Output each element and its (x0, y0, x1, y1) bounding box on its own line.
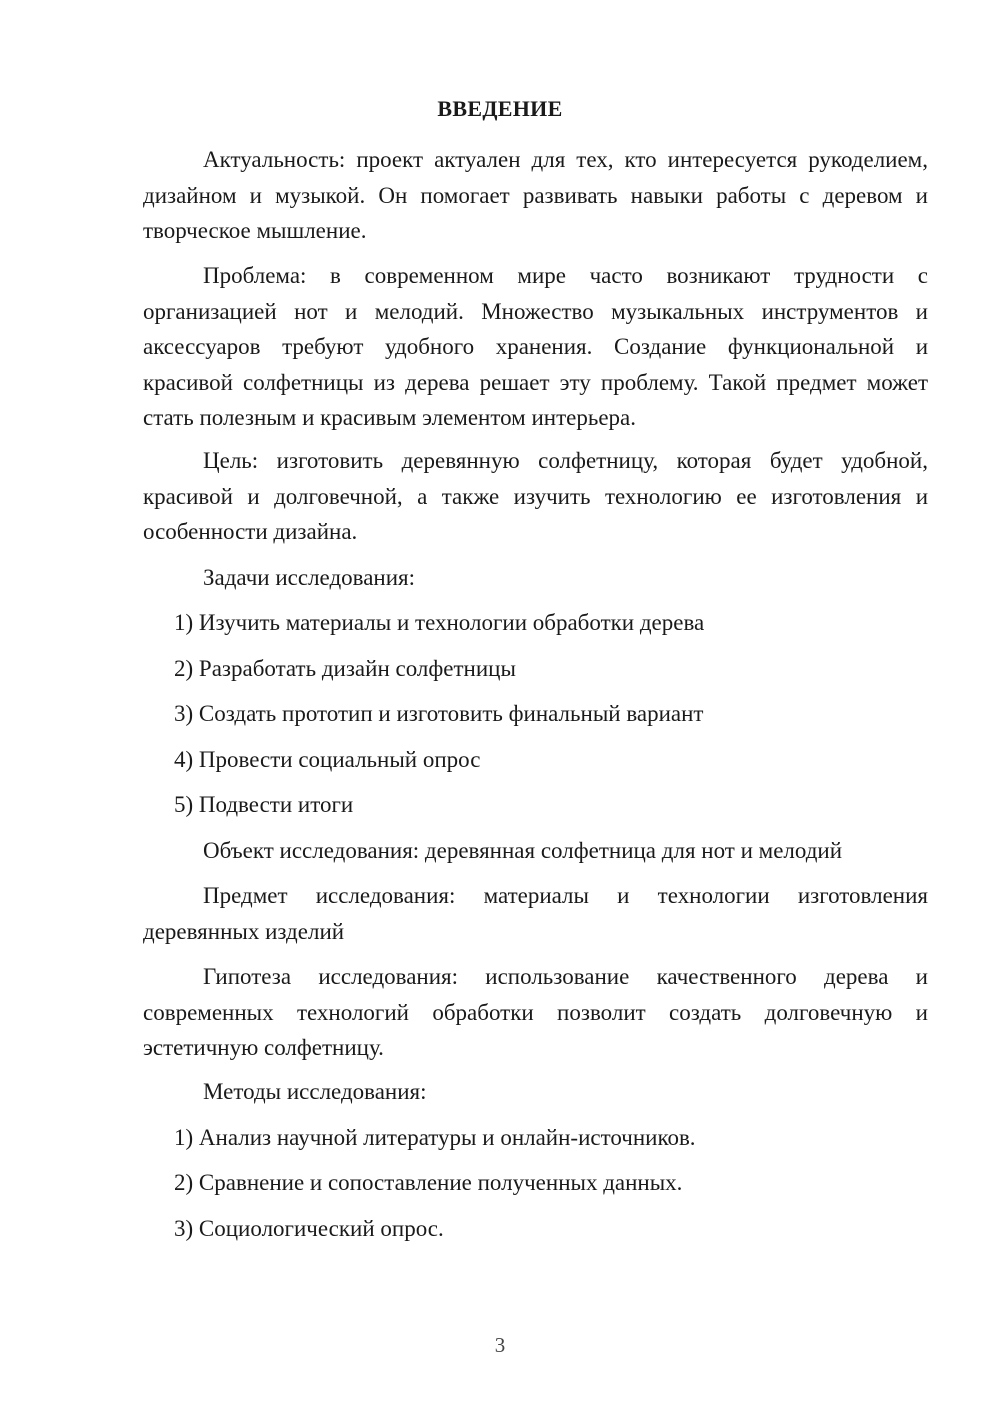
task-item: 1) Изучить материалы и технологии обработки дерева (174, 610, 705, 635)
task-item: 2) Разработать дизайн солфетницы (174, 656, 516, 681)
method-item: 2) Сравнение и сопоставление полученных данных. (174, 1170, 683, 1195)
goal-paragraph: Цель: изготовить деревянную солфетницу, которая будет удобной, красивой и долговечной, а также изучить технологию ее изготовления и особенности дизайна. (143, 448, 928, 544)
hypothesis-paragraph: Гипотеза исследования: использование качественного дерева и современных технологий обработки позволит создать долговечную и эстетичную солфетницу. (143, 964, 928, 1060)
page-number: 3 (494, 1333, 506, 1357)
method-item: 3) Социологический опрос. (174, 1216, 444, 1241)
relevance-paragraph: Актуальность: проект актуален для тех, кто интересуется рукоделием, дизайном и музыкой. Он помогает развивать навыки работы с деревом и творческое мышление. (143, 147, 928, 243)
problem-paragraph: Проблема: в современном мире часто возникают трудности с организацией нот и мелодий. Множество музыкальных инструментов и аксессуаров требуют удобного хранения. Создание функциональной и красивой солфетницы из дерева решает эту проблему. Такой предмет может стать полезным и красивым элементом интерьера. (143, 263, 928, 430)
subject-paragraph: Предмет исследования: материалы и технологии изготовления деревянных изделий (143, 883, 928, 944)
task-item: 4) Провести социальный опрос (174, 747, 481, 772)
object-line: Объект исследования: деревянная солфетница для нот и мелодий (203, 838, 843, 863)
task-item: 3) Создать прототип и изготовить финальный вариант (174, 701, 704, 726)
task-item: 5) Подвести итоги (174, 792, 354, 817)
methods-heading: Методы исследования: (203, 1079, 427, 1104)
method-item: 1) Анализ научной литературы и онлайн-источников. (174, 1125, 696, 1150)
tasks-heading: Задачи исследования: (203, 565, 416, 590)
page-title: ВВЕДЕНИЕ (437, 96, 563, 121)
